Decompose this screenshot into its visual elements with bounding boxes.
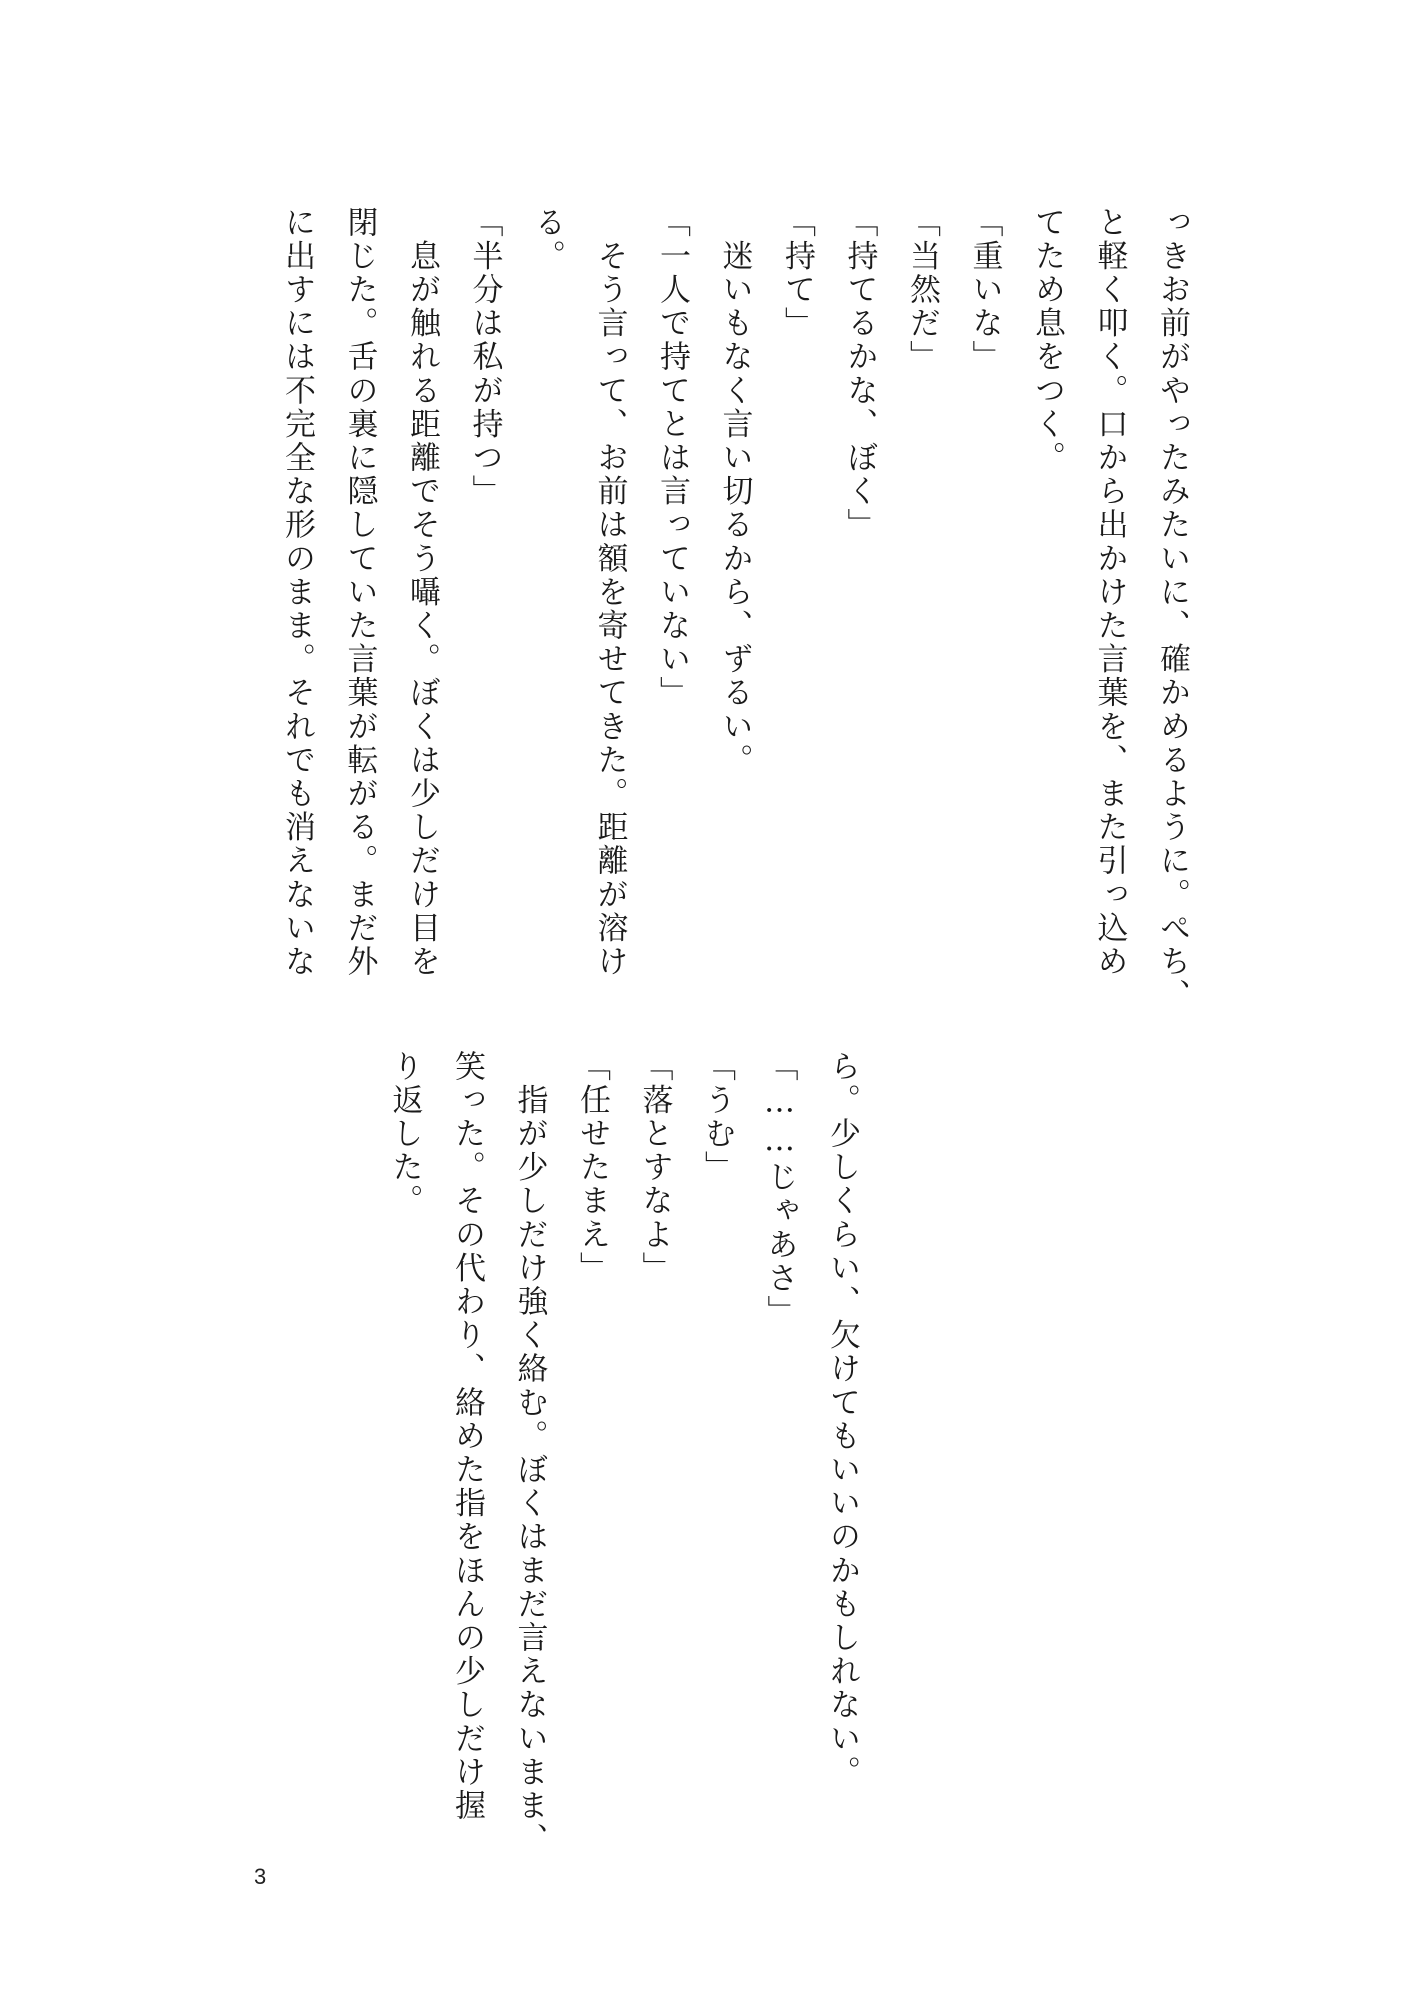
text-line: に出すには不完全な形のまま。それでも消えないな (279, 206, 315, 979)
text-line: と軽く叩く。口から出かけた言葉を、また引っ込め (1091, 206, 1128, 979)
text-line: 「当然だ」 (904, 206, 940, 374)
text-line: る。 (529, 206, 565, 274)
text-line: 「重いな」 (966, 206, 1003, 374)
text-line: 「うむ」 (699, 1050, 735, 1185)
text-line: 「落とすなよ」 (636, 1050, 673, 1286)
text-line: 「……じゃあさ」 (761, 1050, 798, 1329)
text-line: 迷いもなく言い切るから、ずるい。 (716, 206, 753, 778)
text-line: てため息をつく。 (1029, 206, 1065, 475)
text-line: 「一人で持てとは言っていない」 (654, 206, 690, 710)
text-line: り返した。 (386, 1050, 423, 1218)
lower-text-block (373, 1050, 873, 1857)
upper-text-block (266, 206, 1204, 1016)
text-line: っきお前がやったみたいに、確かめるように。ぺち、 (1154, 206, 1190, 1013)
text-line: そう言って、お前は額を寄せてきた。距離が溶け (591, 206, 628, 979)
text-line: 「任せたまえ」 (574, 1050, 610, 1286)
text-line: 「持てるかな、ぼく」 (841, 206, 878, 542)
text-line: 指が少しだけ強く絡む。ぼくはまだ言えないまま、 (511, 1050, 548, 1857)
page-number: 3 (254, 1864, 267, 1889)
text-line: ら。少しくらい、欠けてもいいのかもしれない。 (824, 1050, 860, 1790)
text-line: 閉じた。舌の裏に隠していた言葉が転がる。まだ外 (341, 206, 378, 979)
text-line: 「半分は私が持つ」 (466, 206, 503, 509)
text-line: 息が触れる距離でそう囁く。ぼくは少しだけ目を (404, 206, 440, 979)
text-line: 笑った。その代わり、絡めた指をほんの少しだけ握 (449, 1050, 485, 1823)
text-line: 「持て」 (779, 206, 815, 341)
